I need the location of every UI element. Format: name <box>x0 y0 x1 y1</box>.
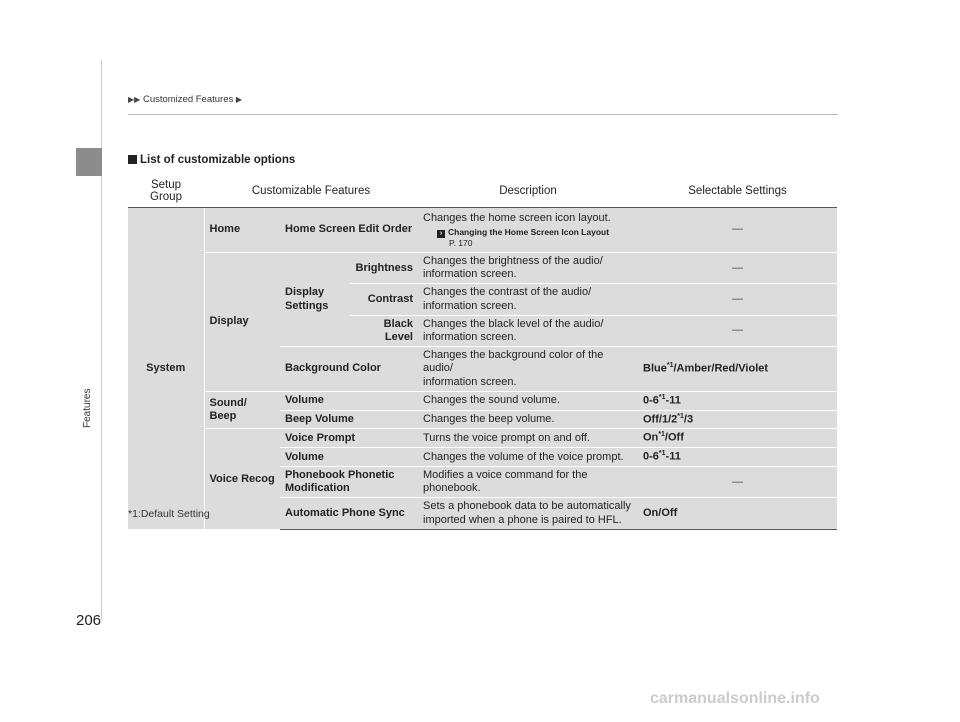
breadcrumb-parent[interactable]: Customized Features <box>142 94 234 105</box>
subgroup-display: Display <box>204 253 280 392</box>
option-violet: Violet <box>738 362 769 375</box>
separator: / <box>658 413 662 426</box>
feature-background-color: Background Color <box>280 347 418 392</box>
chapter-label-text: Features <box>82 388 93 428</box>
feature-auto-phone-sync: Automatic Phone Sync <box>280 498 418 529</box>
chapter-tab <box>76 148 102 176</box>
settings-vr-volume: 0-6$^{*1}$-11 <box>638 448 837 467</box>
footnote: *1:Default Setting <box>128 508 210 520</box>
option-on: On <box>643 507 659 520</box>
col-header-settings: Selectable Settings <box>638 174 837 208</box>
page-number: 206 <box>76 612 102 629</box>
dash: — <box>732 475 743 488</box>
desc-background-color: Changes the background color of the audio/ information screen. <box>418 347 638 392</box>
group-system: System <box>128 208 204 530</box>
square-bullet-icon <box>128 155 137 164</box>
option-amber: Amber <box>676 362 712 375</box>
table-row <box>128 253 837 284</box>
col-header-features: Customizable Features <box>204 174 418 208</box>
settings-beep-volume <box>638 410 837 429</box>
settings-black-level <box>638 315 837 346</box>
desc-brightness: Changes the brightness of the audio/ information screen. <box>418 253 638 284</box>
default-marker: *1 <box>658 431 665 439</box>
feature-black-level: Black Level <box>350 315 418 346</box>
feature-voice-prompt: Voice Prompt <box>280 429 418 448</box>
dash: — <box>732 261 743 274</box>
option-off: Off <box>661 507 678 520</box>
dash: — <box>732 223 743 236</box>
separator: / <box>683 413 687 426</box>
subgroup-voice-recog: Voice Recog <box>204 429 280 529</box>
feature-phonebook-phonetic: Phonebook Phonetic Modification <box>280 467 418 498</box>
option-on: On <box>643 432 659 445</box>
feature-volume: Volume <box>280 391 418 410</box>
feature-display-settings: Display Settings <box>280 253 350 347</box>
desc-beep-volume: Changes the beep volume. <box>418 410 638 429</box>
settings-auto-phone-sync <box>638 498 837 529</box>
table-row <box>128 391 837 410</box>
separator: / <box>664 432 668 445</box>
watermark: carmanualsonline.info <box>650 690 820 707</box>
col-header-group: Setup Group <box>128 174 204 208</box>
default-marker: *1 <box>658 450 666 458</box>
header-rule <box>128 114 838 115</box>
chapter-label <box>82 368 100 428</box>
feature-beep-volume: Beep Volume <box>280 410 418 429</box>
subgroup-home: Home <box>204 208 280 253</box>
reference-text[interactable]: Changing the Home Screen Icon Layout <box>448 226 610 237</box>
table-header-row <box>128 174 837 208</box>
default-marker: *1 <box>677 412 684 420</box>
section-title <box>128 154 295 166</box>
reference-page[interactable]: P. 170 <box>449 237 473 248</box>
desc-contrast: Changes the contrast of the audio/ information screen. <box>418 284 638 315</box>
settings-home-edit-order <box>638 208 837 253</box>
feature-vr-volume: Volume <box>280 448 418 467</box>
subgroup-sound-beep: Sound/ Beep <box>204 391 280 429</box>
option-off: Off <box>643 413 659 426</box>
feature-brightness: Brightness <box>350 253 418 284</box>
option-2: 2 <box>671 413 678 426</box>
breadcrumb-arrow-icon: ▶ <box>235 95 243 104</box>
range-start: 0-6 <box>643 450 659 463</box>
section-title-text: List of customizable options <box>140 154 296 166</box>
separator: / <box>673 362 677 375</box>
desc-volume: Changes the sound volume. <box>418 391 638 410</box>
default-marker: *1 <box>658 393 666 401</box>
dash: — <box>732 292 743 305</box>
desc-auto-phone-sync: Sets a phonebook data to be automatically imported when a phone is paired to HFL. <box>418 498 638 529</box>
range-start: 0-6 <box>643 394 659 407</box>
settings-phonebook-phonetic <box>638 467 837 498</box>
breadcrumb-arrow-icon: ▶▶ <box>128 95 141 104</box>
feature-home-edit-order: Home Screen Edit Order <box>280 208 418 253</box>
range-end: 11 <box>669 394 681 407</box>
settings-volume: 0-6$^{*1}$-11 <box>638 391 837 410</box>
option-off: Off <box>667 432 684 445</box>
options-table <box>128 174 837 530</box>
option-3: 3 <box>686 413 694 426</box>
option-blue: Blue <box>643 362 667 375</box>
range-end: 11 <box>669 450 681 463</box>
desc-phonebook-phonetic: Modifies a voice command for the phonebook. <box>418 467 638 498</box>
separator: / <box>711 362 715 375</box>
dash: — <box>732 324 743 337</box>
breadcrumb[interactable] <box>128 94 242 105</box>
settings-voice-prompt <box>638 429 837 448</box>
desc-black-level: Changes the black level of the audio/ information screen. <box>418 315 638 346</box>
option-1: 1 <box>661 413 669 426</box>
desc-voice-prompt: Turns the voice prompt on and off. <box>418 429 638 448</box>
option-red: Red <box>714 362 736 375</box>
desc-home-edit-order <box>418 208 638 253</box>
desc-vr-volume: Changes the volume of the voice prompt. <box>418 448 638 467</box>
settings-contrast <box>638 284 837 315</box>
default-marker: *1 <box>666 361 674 369</box>
cross-reference-link[interactable] <box>437 227 633 238</box>
table-row <box>128 429 837 448</box>
table-row <box>128 208 837 253</box>
desc-text: Changes the home screen icon layout. <box>423 212 611 225</box>
separator: / <box>658 507 662 520</box>
reference-arrow-icon: › <box>437 230 445 238</box>
separator: / <box>668 413 672 426</box>
settings-brightness <box>638 253 837 284</box>
feature-contrast: Contrast <box>350 284 418 315</box>
settings-background-color <box>638 347 837 392</box>
side-divider <box>101 60 102 620</box>
col-header-description: Description <box>418 174 638 208</box>
separator: / <box>735 362 739 375</box>
